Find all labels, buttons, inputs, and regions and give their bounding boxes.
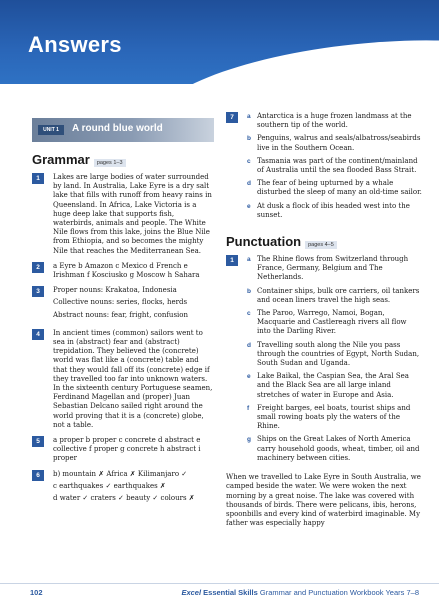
answer-item xyxy=(247,157,422,175)
item-letter: a xyxy=(247,256,251,264)
answer-number: 6 xyxy=(32,470,44,481)
punctuation-title: Punctuation xyxy=(226,234,302,250)
item-letter: c xyxy=(247,157,251,165)
item-letter: f xyxy=(247,404,250,412)
answer-text xyxy=(53,470,214,507)
item-text: The fear of being upturned by a whale disturbed the sleep of many an old-time sailor. xyxy=(257,179,422,197)
page-title: Answers xyxy=(28,32,122,57)
grammar-answer-7 xyxy=(226,112,422,224)
answer-item xyxy=(247,255,422,283)
answer-number: 5 xyxy=(32,436,44,447)
item-text: Freight barges, eel boats, tourist ships and small rowing boats ply the waters of the Rhine. xyxy=(257,403,411,431)
right-column xyxy=(226,112,422,528)
item-letter: d xyxy=(247,341,251,349)
answer-text: In ancient times (common) sailors went to sea in (abstract) fear and (abstract) trepidation. They believed the (concrete) world was flat like a (concrete) table and that they would fall off its (concrete) edge if they travelled too far into unknown waters. In the sixteenth century Portuguese seamen, Ferdinand Magellan and (proper) Juan Sebastian Delcano sailed right around the world proving that it is a (concrete) globe, not a table. xyxy=(53,328,213,429)
answer-line: Abstract nouns: fear, fright, confusion xyxy=(53,310,188,319)
punctuation-heading xyxy=(226,234,422,249)
footer-title xyxy=(181,588,419,597)
item-text: Container ships, bulk ore carriers, oil tankers and ocean liners travel the high seas. xyxy=(257,286,420,304)
answer-number: 3 xyxy=(32,286,44,297)
unit-tag: UNIT 1 xyxy=(38,125,64,135)
item-letter: c xyxy=(247,310,251,318)
item-text: The Rhine flows from Switzerland through France, Germany, Belgium and The Netherlands. xyxy=(257,255,409,282)
answer-text: a Eyre b Amazon c Mexico d French e Irishman f Kosciusko g Moscow h Sahara xyxy=(53,261,200,280)
answer-item xyxy=(247,404,422,432)
item-text: At dusk a flock of ibis headed west into the sunset. xyxy=(257,201,410,219)
footer-series: Essential Skills xyxy=(203,588,258,597)
answer-item xyxy=(247,202,422,220)
grammar-title: Grammar xyxy=(32,152,90,167)
header-swoosh xyxy=(145,22,439,84)
item-letter: e xyxy=(247,202,251,210)
answer-item xyxy=(247,112,422,130)
item-letter: b xyxy=(247,135,251,143)
item-letter: g xyxy=(247,436,251,444)
grammar-heading xyxy=(32,152,214,167)
item-text: Penguins, walrus and seals/albatross/seabirds live in the Southern Ocean. xyxy=(257,134,421,152)
grammar-pages: pages 1–3 xyxy=(94,159,126,167)
answer-item xyxy=(247,134,422,152)
item-letter: b xyxy=(247,287,251,295)
answer-line: d water ✓ craters ✓ beauty ✓ colours ✗ xyxy=(53,494,195,503)
answer-items xyxy=(247,112,422,224)
page-number: 102 xyxy=(30,588,43,597)
unit-title: A round blue world xyxy=(72,123,163,134)
answer-line: Proper nouns: Krakatoa, Indonesia xyxy=(53,286,177,295)
answer-text: Lakes are large bodies of water surrounded by land. In Australia, Lake Eyre is a dry salt lake that fills with runoff from heavy rains in Queensland. In Africa, Lake Victoria is a huge deep lake that supports fish, waterbirds, animals and people. The White Nile flows from this lake, joins the Blue Nile from Ethiopia, and so becomes the mighty Nile that reaches the Mediterranean Sea. xyxy=(53,173,212,255)
answer-item xyxy=(247,309,422,337)
answer-line: b) mountain ✗ Africa ✗ Kilimanjaro ✓ xyxy=(53,469,188,478)
page-header xyxy=(0,0,439,84)
grammar-answer-5 xyxy=(32,436,214,464)
grammar-answer-3 xyxy=(32,286,214,323)
answer-item xyxy=(247,341,422,369)
item-text: Ships on the Great Lakes of North America carry household goods, wheat, timber, oil and machinery between cities. xyxy=(257,435,420,462)
item-letter: d xyxy=(247,180,251,188)
answer-number: 4 xyxy=(32,329,44,340)
answer-item xyxy=(247,435,422,463)
grammar-answer-1 xyxy=(32,173,214,256)
unit-banner xyxy=(32,118,214,142)
answer-number: 1 xyxy=(226,255,238,266)
punctuation-passage: When we travelled to Lake Eyre in South Australia, we camped beside the water. We were woken the next morning by a great noise. The lake was covered with thousands of birds. There were pelicans, ibis, herons, spoonbills and every kind of waterbird imaginable. My father was especially happy xyxy=(226,473,421,528)
punctuation-pages: pages 4–5 xyxy=(305,241,337,249)
footer-brand: Excel xyxy=(181,588,202,597)
answer-number: 7 xyxy=(226,112,238,123)
item-text: Lake Baikal, the Caspian Sea, the Aral Sea and the Black Sea are all large inland stretches of water in Europe and Asia. xyxy=(257,372,409,399)
item-text: The Paroo, Warrego, Namoi, Bogan, Macquarie and Castlereagh rivers all flow into the Darling River. xyxy=(257,309,407,336)
answer-text: a proper b proper c concrete d abstract e collective f proper g concrete h abstract i proper xyxy=(53,436,201,463)
item-letter: a xyxy=(247,113,251,120)
answer-line: c earthquakes ✓ earthquakes ✗ xyxy=(53,481,166,490)
answer-text xyxy=(53,286,214,323)
page-footer xyxy=(0,583,439,600)
answer-item xyxy=(247,372,422,400)
item-letter: e xyxy=(247,373,251,381)
grammar-answer-6 xyxy=(32,470,214,507)
answer-item xyxy=(247,179,422,197)
answer-items xyxy=(247,255,422,467)
item-text: Travelling south along the Nile you pass through the countries of Egypt, North Sudan, South Sudan and Uganda. xyxy=(257,340,420,368)
grammar-answer-4 xyxy=(32,329,214,430)
left-column xyxy=(32,112,214,512)
grammar-answer-2 xyxy=(32,262,214,280)
answer-number: 2 xyxy=(32,262,44,273)
answer-line: Collective nouns: series, flocks, herds xyxy=(53,298,188,307)
item-text: Tasmania was part of the continent/mainland of Australia until the sea flooded Bass Strait. xyxy=(257,156,418,175)
answer-number: 1 xyxy=(32,173,44,184)
answer-item xyxy=(247,287,422,305)
footer-book-title: Grammar and Punctuation Workbook Years 7–8 xyxy=(259,588,419,597)
punctuation-answer-1 xyxy=(226,255,422,467)
item-text: Antarctica is a huge frozen landmass at the southern tip of the world. xyxy=(257,112,412,130)
